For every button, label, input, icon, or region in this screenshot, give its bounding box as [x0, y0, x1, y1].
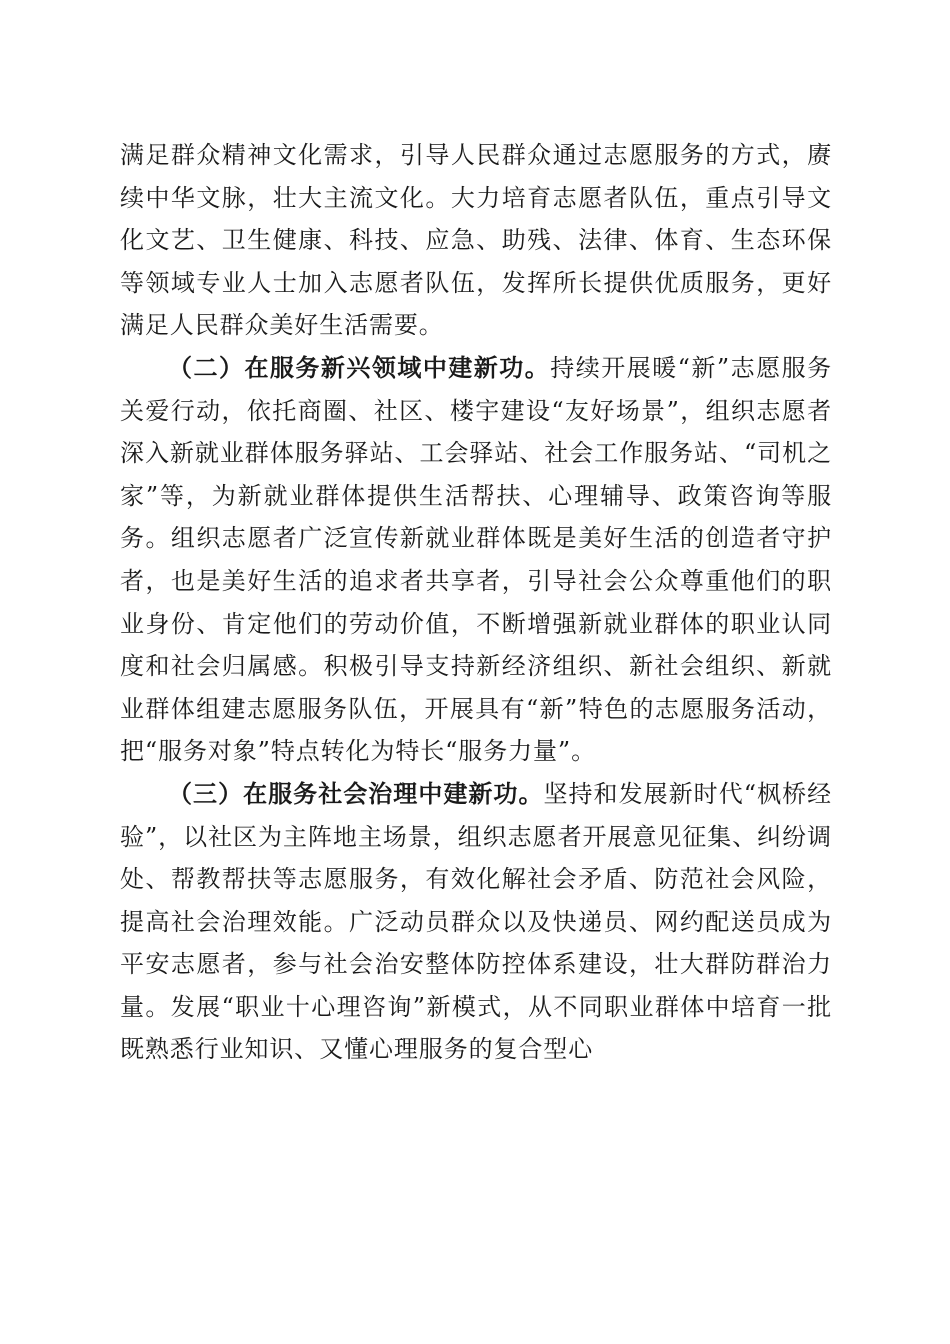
section-heading-3: （三）在服务社会治理中建新功。	[168, 778, 544, 808]
paragraph-section-3	[120, 773, 832, 1071]
paragraph-text: 持续开展暖“新”志愿服务关爱行动，依托商圈、社区、楼宇建设“友好场景”，组织志愿者深入新就业群体服务驿站、工会驿站、社会工作服务站、“司机之家”等，为新就业群体提供生活帮扶、心理辅导、政策咨询等服务。组织志愿者广泛宣传新就业群体既是美好生活的创造者守护者，也是美好生活的追求者共享者，引导社会公众尊重他们的职业身份、肯定他们的劳动价值，不断增强新就业群体的职业认同度和社会归属感。积极引导支持新经济组织、新社会组织、新就业群体组建志愿服务队伍，开展具有“新”特色的志愿服务活动，把“服务对象”特点转化为特长“服务力量”。	[120, 353, 833, 766]
paragraph-continuation	[120, 134, 832, 347]
paragraph-text: 坚持和发展新时代“枫桥经验”，以社区为主阵地主场景，组织志愿者开展意见征集、纠纷调处、帮教帮扶等志愿服务，有效化解社会矛盾、防范社会风险，提高社会治理效能。广泛动员群众以及快递员、网约配送员成为平安志愿者，参与社会治安整体防控体系建设，壮大群防群治力量。发展“职业十心理咨询”新模式，从不同职业群体中培育一批既熟悉行业知识、又懂心理服务的复合型心	[120, 779, 833, 1064]
document-body	[120, 134, 832, 1071]
section-heading-2: （二）在服务新兴领域中建新功。	[168, 352, 551, 382]
paragraph-text: 满足群众精神文化需求，引导人民群众通过志愿服务的方式，赓续中华文脉，壮大主流文化。大力培育志愿者队伍，重点引导文化文艺、卫生健康、科技、应急、助残、法律、体育、生态环保等领域专业人士加入志愿者队伍，发挥所长提供优质服务，更好满足人民群众美好生活需要。	[120, 141, 832, 340]
paragraph-section-2	[120, 347, 832, 773]
